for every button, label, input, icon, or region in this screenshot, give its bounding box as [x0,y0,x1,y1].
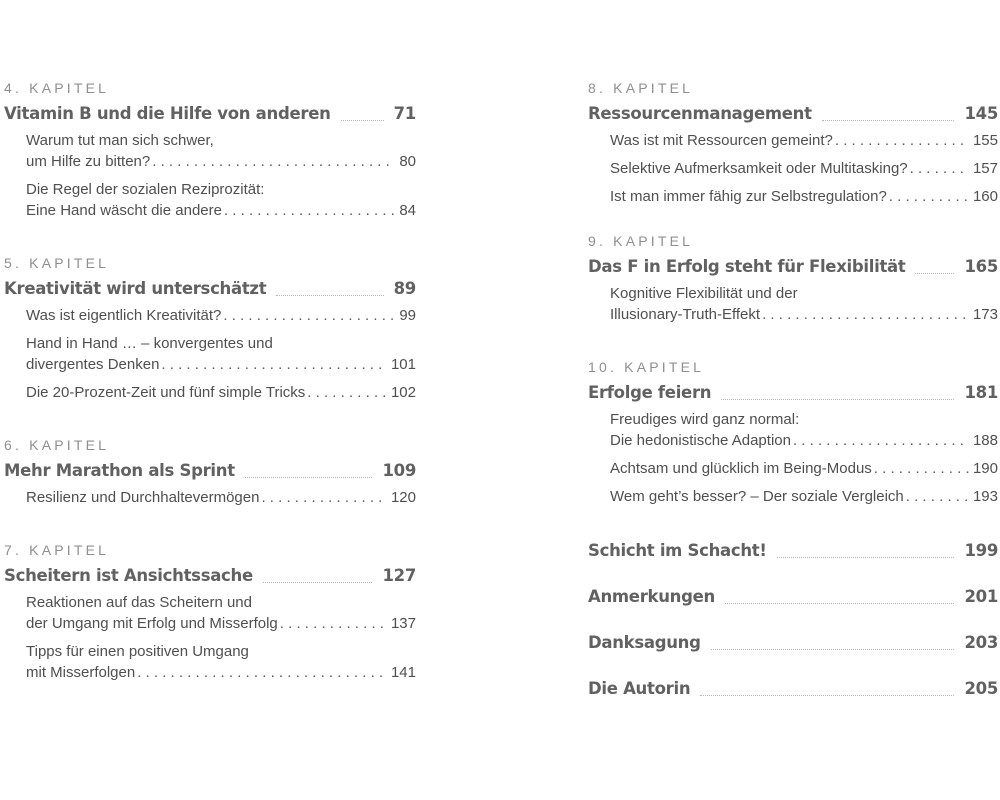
leader-dots [161,354,387,375]
entry-page: 99 [399,307,416,324]
toc-entry[interactable] [26,305,416,326]
chapter-label: 8. KAPITEL [588,80,694,96]
entry-page: 193 [972,488,998,505]
entry-page: 188 [972,432,998,449]
leader-dots [762,304,969,325]
entry-line: Illusionary-Truth-Effekt [610,306,761,323]
toc-right-column [588,78,998,705]
entry-line: Die Regel der sozialen Reziprozität: [26,181,265,198]
entry-page: 137 [390,615,416,632]
chapter-title: Das F in Erfolg steht für Flexibilität [588,257,906,276]
entry-page: 120 [390,489,416,506]
chapter-title: Erfolge feiern [588,383,712,402]
leader-dots [280,613,387,634]
entry-page: 141 [390,664,416,681]
leader-dots [307,382,387,403]
chapter-heading[interactable] [588,98,998,130]
chapter-4 [4,78,416,221]
toc-entry[interactable] [610,283,998,325]
toc-left-column [4,78,416,683]
leader-dots [700,689,954,696]
chapter-heading[interactable] [4,273,416,305]
leader-dots [835,130,969,151]
leader-dots [777,551,955,558]
entry-line: Freudiges wird ganz normal: [610,411,800,428]
backmatter-title: Danksagung [588,633,701,652]
leader-dots [910,158,969,179]
entry-page: 160 [972,188,998,205]
chapter-label: 9. KAPITEL [588,233,694,249]
chapter-heading[interactable] [588,377,998,409]
chapter-title: Ressourcenmanagement [588,104,812,123]
toc-entry[interactable] [26,382,416,403]
leader-dots [224,200,395,221]
leader-dots [822,114,955,121]
chapter-8 [588,78,998,207]
chapter-label: 10. KAPITEL [588,359,705,375]
chapter-label: 5. KAPITEL [4,255,110,271]
leader-dots [721,393,954,400]
backmatter-page: 203 [964,633,998,652]
toc-entry[interactable] [26,179,416,221]
backmatter-title: Anmerkungen [588,587,715,606]
entry-line: Die hedonistische Adaption [610,432,791,449]
leader-dots [906,486,969,507]
toc-entry[interactable] [26,333,416,375]
chapter-9 [588,231,998,325]
toc-entry[interactable] [610,458,998,479]
chapter-label: 7. KAPITEL [4,542,110,558]
chapter-title: Mehr Marathon als Sprint [4,461,235,480]
leader-dots [711,643,955,650]
entry-line: Ist man immer fähig zur Selbstregulation? [610,188,887,205]
leader-dots [793,430,969,451]
chapter-page: 109 [382,461,416,480]
entry-line: Reaktionen auf das Scheitern und [26,594,252,611]
chapter-title: Scheitern ist Ansichtssache [4,566,253,585]
entry-line: Kognitive Flexibilität und der [610,285,798,302]
toc-entry[interactable] [610,486,998,507]
leader-dots [261,487,387,508]
backmatter-heading[interactable] [588,535,998,567]
backmatter-page: 199 [964,541,998,560]
toc-entry[interactable] [610,130,998,151]
entry-line: Die 20-Prozent-Zeit und fünf simple Tricks [26,384,306,401]
chapter-heading[interactable] [588,251,998,283]
chapter-title: Kreativität wird unterschätzt [4,279,267,298]
toc-entry[interactable] [610,158,998,179]
leader-dots [725,597,955,604]
entry-line: Warum tut man sich schwer, [26,132,214,149]
entry-line: Selektive Aufmerksamkeit oder Multitasking? [610,160,908,177]
leader-dots [263,576,373,583]
leader-dots [874,458,969,479]
toc-entry[interactable] [26,592,416,634]
leader-dots [341,114,384,121]
leader-dots [152,151,395,172]
entry-line: divergentes Denken [26,356,160,373]
entry-line: Achtsam und glücklich im Being-Modus [610,460,872,477]
leader-dots [915,267,954,274]
backmatter-heading[interactable] [588,627,998,659]
entry-page: 80 [399,153,416,170]
entry-page: 173 [972,306,998,323]
entry-line: Was ist mit Ressourcen gemeint? [610,132,833,149]
chapter-label: 4. KAPITEL [4,80,110,96]
entry-line: Tipps für einen positiven Umgang [26,643,249,660]
chapter-5 [4,253,416,403]
entry-line: der Umgang mit Erfolg und Misserfolg [26,615,278,632]
chapter-label: 6. KAPITEL [4,437,110,453]
toc-entry[interactable] [26,641,416,683]
chapter-heading[interactable] [4,98,416,130]
entry-line: mit Misserfolgen [26,664,136,681]
chapter-page: 165 [964,257,998,276]
leader-dots [137,662,387,683]
toc-entry[interactable] [26,487,416,508]
leader-dots [889,186,969,207]
chapter-7 [4,540,416,683]
entry-line: Hand in Hand … – konvergentes und [26,335,273,352]
entry-line: Resilienz und Durchhaltevermögen [26,489,260,506]
entry-page: 101 [390,356,416,373]
backmatter-page: 205 [964,679,998,698]
chapter-10 [588,357,998,507]
chapter-page: 145 [964,104,998,123]
chapter-heading[interactable] [4,455,416,487]
backmatter-title: Die Autorin [588,679,691,698]
backmatter-heading[interactable] [588,581,998,613]
chapter-page: 89 [393,279,416,298]
entry-line: um Hilfe zu bitten? [26,153,151,170]
entry-line: Was ist eigentlich Kreativität? [26,307,222,324]
entry-line: Wem geht’s besser? – Der soziale Vergleich [610,488,904,505]
chapter-heading[interactable] [4,560,416,592]
entry-page: 84 [399,202,416,219]
toc-entry[interactable] [26,130,416,172]
entry-page: 155 [972,132,998,149]
toc-entry[interactable] [610,186,998,207]
entry-line: Eine Hand wäscht die andere [26,202,222,219]
backmatter-page: 201 [964,587,998,606]
chapter-page: 71 [393,104,416,123]
leader-dots [245,471,373,478]
entry-page: 102 [390,384,416,401]
backmatter-title: Schicht im Schacht! [588,541,767,560]
backmatter-heading[interactable] [588,673,998,705]
toc-entry[interactable] [610,409,998,451]
chapter-6 [4,435,416,508]
leader-dots [223,305,395,326]
chapter-title: Vitamin B und die Hilfe von anderen [4,104,331,123]
chapter-page: 181 [964,383,998,402]
entry-page: 190 [972,460,998,477]
entry-page: 157 [972,160,998,177]
chapter-page: 127 [382,566,416,585]
leader-dots [276,289,383,296]
